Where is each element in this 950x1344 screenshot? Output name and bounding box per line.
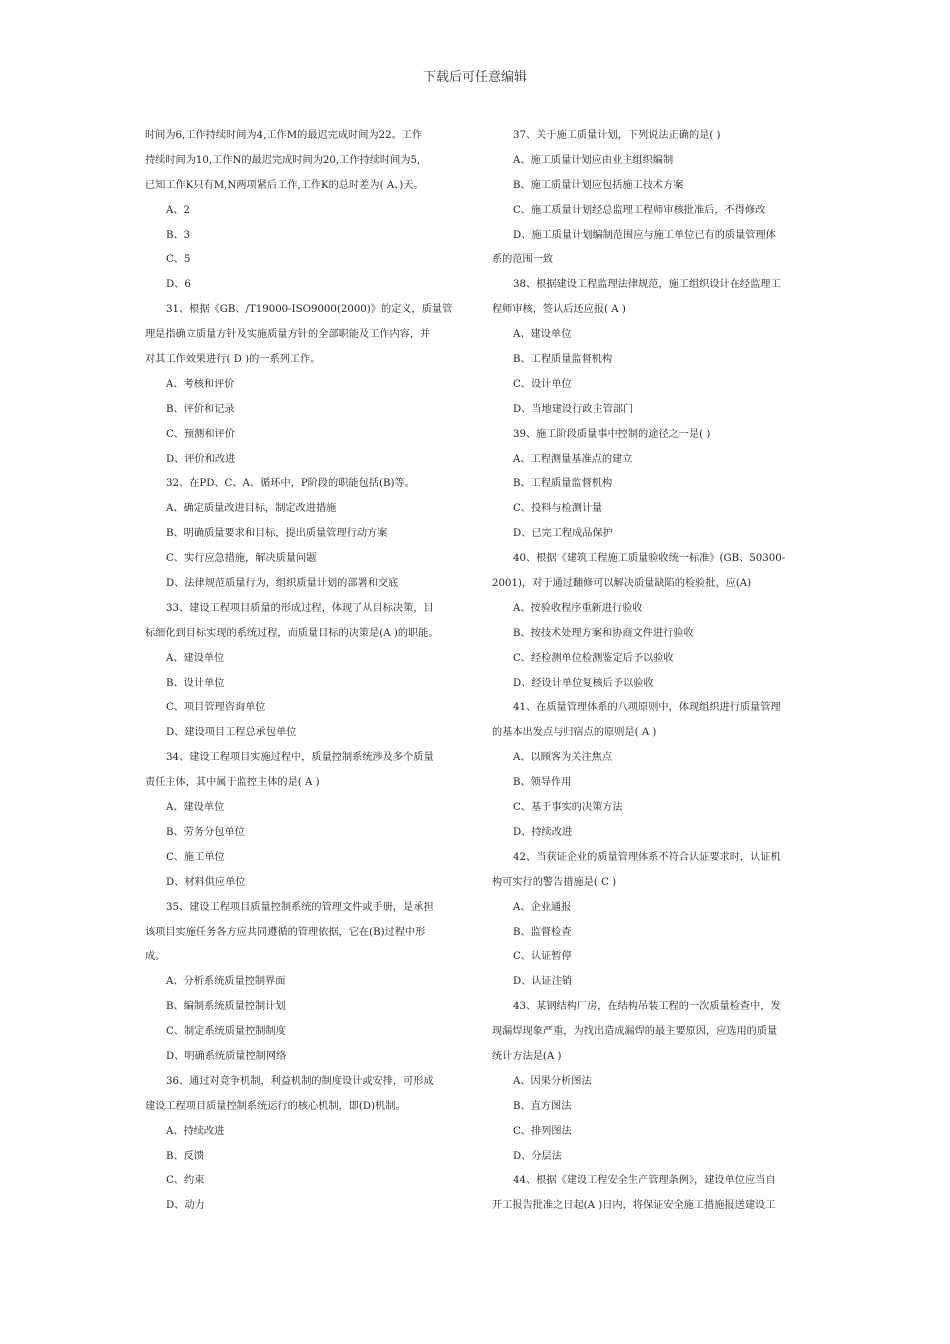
text-line: 31、根据《GB、/T19000-ISO9000(2000)》的定义，质量管 <box>166 304 453 316</box>
text-line: 33、建设工程项目质量的形成过程，体现了从目标决策，目 <box>166 602 434 614</box>
text-line: B、明确质量要求和目标，提出质量管理行动方案 <box>166 528 388 540</box>
text-line: D、认证注销 <box>513 976 573 988</box>
text-line: A、建设单位 <box>166 802 225 814</box>
text-line: C、经检测单位检测鉴定后予以验收 <box>513 652 674 664</box>
text-line: 已知工作K只有M,N两项紧后工作,工作K的总时差为( A、)天。 <box>145 179 424 191</box>
text-line: 2001)，对于通过翻修可以解决质量缺陷的检验批，应(A) <box>492 578 752 590</box>
text-line: D、持续改进 <box>513 826 573 838</box>
text-line: C、约束 <box>166 1175 205 1187</box>
right-column <box>492 124 812 1219</box>
text-line: B、工程质量监督机构 <box>513 478 613 490</box>
text-line: 系的范围一致 <box>492 254 554 266</box>
text-line: A、分析系统质量控制界面 <box>166 976 286 988</box>
text-line: B、编制系统质量控制计划 <box>166 1001 286 1013</box>
text-line: B、反馈 <box>166 1150 205 1162</box>
text-line: 程师审核，签认后还应报( A ) <box>492 304 626 316</box>
left-column <box>145 124 467 1219</box>
text-line: B、劳务分包单位 <box>166 826 245 838</box>
text-line: 34、建设工程项目实施过程中，质量控制系统涉及多个质量 <box>166 752 434 764</box>
text-line: B、领导作用 <box>513 777 572 789</box>
text-line: 开工报告批准之日起(A )日内，将保证安全施工措施报送建设工 <box>492 1200 776 1212</box>
text-line: D、已完工程成品保护 <box>513 528 613 540</box>
text-line: A、以顾客为关注焦点 <box>513 752 613 764</box>
text-line: 责任主体，其中属于监控主体的是( A ) <box>145 777 320 789</box>
text-line: C、项目管理咨询单位 <box>166 702 266 714</box>
text-line: A、确定质量改进目标，制定改进措施 <box>166 503 337 515</box>
text-line: D、材料供应单位 <box>166 876 246 888</box>
text-line: C、施工单位 <box>166 851 225 863</box>
text-line: 统计方法是(A ) <box>492 1050 562 1062</box>
text-line: 构可实行的警告措施是( C ) <box>492 876 617 888</box>
text-line: 成。 <box>145 951 166 963</box>
text-line: 的基本出发点与归宿点的原则是( A ) <box>492 727 657 739</box>
text-line: C、认证暂停 <box>513 951 572 963</box>
text-line: C、施工质量计划经总监理工程师审核批准后，不得修改 <box>513 204 766 216</box>
text-line: 43、某钢结构厂房，在结构吊装工程的一次质量检查中，发 <box>513 1001 781 1013</box>
text-line: C、5 <box>166 254 191 266</box>
text-line: 36、通过对竞争机制，利益机制的制度设计或安排，可形成 <box>166 1075 434 1087</box>
text-line: B、工程质量监督机构 <box>513 354 613 366</box>
text-line: 35、建设工程项目质量控制系统的管理文件或手册，是承担 <box>166 901 434 913</box>
text-line: C、投料与检测计量 <box>513 503 603 515</box>
text-line: D、施工质量计划编制范围应与施工单位已有的质量管理体 <box>513 229 776 241</box>
text-line: D、分层法 <box>513 1150 562 1162</box>
text-line: 42、当获证企业的质量管理体系不符合认证要求时，认证机 <box>513 851 781 863</box>
text-line: A、持续改进 <box>166 1125 225 1137</box>
text-line: B、监督检查 <box>513 926 572 938</box>
text-line: D、法律规范质量行为，组织质量计划的部署和交底 <box>166 578 399 590</box>
text-line: 现漏焊现象严重，为找出造成漏焊的最主要原因，应选用的质量 <box>492 1026 778 1038</box>
text-line: D、评价和改进 <box>166 453 236 465</box>
text-line: B、施工质量计划应包括施工技术方案 <box>513 179 684 191</box>
text-line: D、明确系统质量控制网络 <box>166 1050 287 1062</box>
text-line: D、建设项目工程总承包单位 <box>166 727 297 739</box>
text-line: 41、在质量管理体系的八项原则中，体现组织进行质量管理 <box>513 702 781 714</box>
text-line: 理是指确立质量方针及实施质量方针的全部职能及工作内容，并 <box>145 329 431 341</box>
text-line: C、基于事实的决策方法 <box>513 802 623 814</box>
text-line: C、预测和评价 <box>166 428 235 440</box>
text-line: 44、根据《建设工程安全生产管理条例》，建设单位应当自 <box>513 1175 776 1187</box>
text-line: A、因果分析图法 <box>513 1075 592 1087</box>
text-line: D、当地建设行政主管部门 <box>513 403 634 415</box>
text-line: A、建设单位 <box>166 652 225 664</box>
page-header: 下载后可任意编辑 <box>422 70 527 85</box>
text-line: B、按技术处理方案和协商文件进行验收 <box>513 627 694 639</box>
text-line: C、制定系统质量控制制度 <box>166 1026 286 1038</box>
text-line: A、工程测量基准点的建立 <box>513 453 633 465</box>
text-line: 该项目实施任务各方应共同遵循的管理依据，它在(B)过程中形 <box>145 926 426 938</box>
text-line: A、建设单位 <box>513 329 572 341</box>
text-line: B、评价和记录 <box>166 403 235 415</box>
text-line: A、按验收程序重新进行验收 <box>513 602 643 614</box>
text-line: B、3 <box>166 229 191 241</box>
text-line: 标细化到目标实现的系统过程，而质量目标的决策是(A )的职能。 <box>145 627 439 639</box>
text-line: 持续时间为10,工作N的最迟完成时间为20,工作持续时间为5, <box>145 154 421 166</box>
text-line: 对其工作效果进行( D )的一系列工作。 <box>145 354 321 366</box>
text-line: 40、根据《建筑工程施工质量验收统一标准》(GB、50300- <box>513 553 786 565</box>
text-line: 建设工程项目质量控制系统运行的核心机制，即(D)机制。 <box>145 1100 406 1112</box>
text-line: A、企业通报 <box>513 901 572 913</box>
text-line: 32、在PD、C、A、循环中，P阶段的职能包括(B)等。 <box>166 478 415 490</box>
text-line: 38、根据建设工程监理法律规范，施工组织设计在经监理工 <box>513 279 781 291</box>
text-line: A、2 <box>166 204 191 216</box>
text-line: B、直方图法 <box>513 1100 572 1112</box>
text-line: 时间为6,工作持续时间为4,工作M的最迟完成时间为22。工作 <box>145 130 423 141</box>
text-line: D、经设计单位复核后予以验收 <box>513 677 654 689</box>
text-line: 39、施工阶段质量事中控制的途径之一是( ) <box>513 428 711 440</box>
text-line: D、动力 <box>166 1200 205 1212</box>
text-line: C、实行应急措施，解决质量问题 <box>166 553 317 565</box>
text-line: 37、关于施工质量计划，下列说法正确的是( ) <box>513 130 721 141</box>
text-line: C、排列图法 <box>513 1125 572 1137</box>
text-line: B、设计单位 <box>166 677 225 689</box>
text-line: D、6 <box>166 279 191 291</box>
text-line: A、考核和评价 <box>166 378 235 390</box>
text-line: A、施工质量计划应由业主组织编制 <box>513 154 674 166</box>
text-line: C、设计单位 <box>513 378 572 390</box>
